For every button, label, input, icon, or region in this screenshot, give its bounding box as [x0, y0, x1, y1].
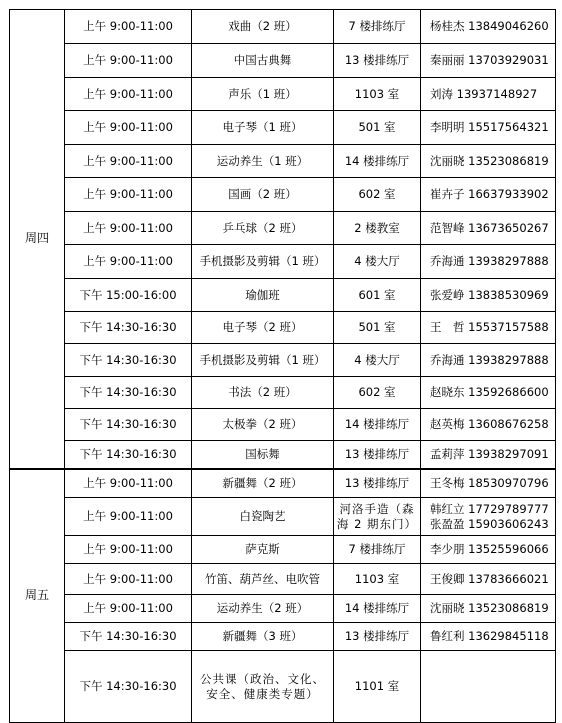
room-cell: 河洛手造（森海 2 期东门） — [334, 498, 421, 536]
table-row — [10, 212, 556, 245]
course-cell: 戏曲（2 班） — [192, 10, 334, 44]
teacher-cell: 王俊卿 13783666021 — [421, 564, 556, 595]
table-row — [10, 245, 556, 279]
course-cell: 运动养生（2 班） — [192, 595, 334, 623]
course-cell: 声乐（1 班） — [192, 78, 334, 111]
table-row — [10, 595, 556, 623]
table-row — [10, 441, 556, 469]
course-cell: 新疆舞（3 班） — [192, 623, 334, 651]
time-cell: 上午 9:00-11:00 — [65, 536, 192, 564]
teacher-cell: 秦丽丽 13703929031 — [421, 44, 556, 78]
time-cell: 下午 14:30-16:30 — [65, 377, 192, 409]
table-row — [10, 623, 556, 651]
course-cell: 公共课（政治、文化、安全、健康类专题） — [192, 651, 334, 723]
time-cell: 下午 14:30-16:30 — [65, 312, 192, 344]
course-cell: 瑜伽班 — [192, 279, 334, 312]
teacher-cell: 乔海通 13938297888 — [421, 245, 556, 279]
room-cell: 602 室 — [334, 178, 421, 212]
room-cell: 13 楼排练厅 — [334, 44, 421, 78]
course-cell: 电子琴（2 班） — [192, 312, 334, 344]
table-row — [10, 536, 556, 564]
time-cell: 下午 15:00-16:00 — [65, 279, 192, 312]
table-row — [10, 377, 556, 409]
room-cell: 501 室 — [334, 111, 421, 145]
teacher-cell: 乔海通 13938297888 — [421, 344, 556, 377]
room-cell: 501 室 — [334, 312, 421, 344]
course-cell: 中国古典舞 — [192, 44, 334, 78]
time-cell: 上午 9:00-11:00 — [65, 245, 192, 279]
time-cell: 上午 9:00-11:00 — [65, 498, 192, 536]
teacher-cell: 沈丽晓 13523086819 — [421, 145, 556, 178]
time-cell: 上午 9:00-11:00 — [65, 78, 192, 111]
room-cell: 14 楼排练厅 — [334, 595, 421, 623]
room-cell: 7 楼排练厅 — [334, 10, 421, 44]
teacher-cell: 赵英梅 13608676258 — [421, 409, 556, 441]
course-cell: 国标舞 — [192, 441, 334, 469]
course-cell: 书法（2 班） — [192, 377, 334, 409]
table-row — [10, 344, 556, 377]
room-cell: 1103 室 — [334, 564, 421, 595]
time-cell: 下午 14:30-16:30 — [65, 623, 192, 651]
course-cell: 运动养生（1 班） — [192, 145, 334, 178]
room-cell: 7 楼排练厅 — [334, 536, 421, 564]
time-cell: 下午 14:30-16:30 — [65, 344, 192, 377]
day-label: 周五 — [10, 469, 65, 723]
table-row — [10, 312, 556, 344]
time-cell: 下午 14:30-16:30 — [65, 651, 192, 723]
teacher-cell: 李少朋 13525596066 — [421, 536, 556, 564]
time-cell: 上午 9:00-11:00 — [65, 564, 192, 595]
room-cell: 14 楼排练厅 — [334, 145, 421, 178]
course-cell: 竹笛、葫芦丝、电吹管 — [192, 564, 334, 595]
time-cell: 上午 9:00-11:00 — [65, 469, 192, 498]
table-row — [10, 10, 556, 44]
day-label: 周四 — [10, 10, 65, 469]
schedule-sheet — [9, 9, 555, 723]
course-cell: 新疆舞（2 班） — [192, 469, 334, 498]
schedule-body — [10, 10, 556, 723]
room-cell: 13 楼排练厅 — [334, 469, 421, 498]
teacher-cell: 韩红立 17729789777 张盈盈 15903606243 — [421, 498, 556, 536]
table-row — [10, 651, 556, 723]
time-cell: 上午 9:00-11:00 — [65, 178, 192, 212]
time-cell: 上午 9:00-11:00 — [65, 111, 192, 145]
room-cell: 4 楼大厅 — [334, 245, 421, 279]
course-cell: 萨克斯 — [192, 536, 334, 564]
teacher-cell: 李明明 15517564321 — [421, 111, 556, 145]
room-cell: 2 楼教室 — [334, 212, 421, 245]
room-cell: 14 楼排练厅 — [334, 409, 421, 441]
teacher-cell: 范智峰 13673650267 — [421, 212, 556, 245]
room-cell: 602 室 — [334, 377, 421, 409]
table-row — [10, 178, 556, 212]
time-cell: 上午 9:00-11:00 — [65, 212, 192, 245]
teacher-cell: 刘涛 13937148927 — [421, 78, 556, 111]
table-row — [10, 279, 556, 312]
course-cell: 国画（2 班） — [192, 178, 334, 212]
schedule-table — [9, 9, 556, 723]
table-row — [10, 145, 556, 178]
teacher-cell: 沈丽晓 13523086819 — [421, 595, 556, 623]
teacher-cell: 孟莉萍 13938297091 — [421, 441, 556, 469]
course-cell: 手机摄影及剪辑（1 班） — [192, 344, 334, 377]
table-row — [10, 469, 556, 498]
table-row — [10, 111, 556, 145]
table-row — [10, 564, 556, 595]
room-cell: 1101 室 — [334, 651, 421, 723]
teacher-cell: 崔卉子 16637933902 — [421, 178, 556, 212]
room-cell: 4 楼大厅 — [334, 344, 421, 377]
course-cell: 白瓷陶艺 — [192, 498, 334, 536]
course-cell: 太极拳（2 班） — [192, 409, 334, 441]
room-cell: 1103 室 — [334, 78, 421, 111]
course-cell: 手机摄影及剪辑（1 班） — [192, 245, 334, 279]
time-cell: 上午 9:00-11:00 — [65, 44, 192, 78]
room-cell: 601 室 — [334, 279, 421, 312]
teacher-cell: 王冬梅 18530970796 — [421, 469, 556, 498]
teacher-cell: 王 哲 15537157588 — [421, 312, 556, 344]
room-cell: 13 楼排练厅 — [334, 441, 421, 469]
time-cell: 上午 9:00-11:00 — [65, 145, 192, 178]
time-cell: 下午 14:30-16:30 — [65, 441, 192, 469]
teacher-cell: 赵晓东 13592686600 — [421, 377, 556, 409]
time-cell: 上午 9:00-11:00 — [65, 10, 192, 44]
room-cell: 13 楼排练厅 — [334, 623, 421, 651]
course-cell: 电子琴（1 班） — [192, 111, 334, 145]
course-cell: 乒乓球（2 班） — [192, 212, 334, 245]
table-row — [10, 498, 556, 536]
time-cell: 下午 14:30-16:30 — [65, 409, 192, 441]
table-row — [10, 44, 556, 78]
teacher-cell: 杨桂杰 13849046260 — [421, 10, 556, 44]
table-row — [10, 78, 556, 111]
teacher-cell — [421, 651, 556, 723]
teacher-cell: 张爱峥 13838530969 — [421, 279, 556, 312]
time-cell: 上午 9:00-11:00 — [65, 595, 192, 623]
teacher-cell: 鲁红利 13629845118 — [421, 623, 556, 651]
table-row — [10, 409, 556, 441]
